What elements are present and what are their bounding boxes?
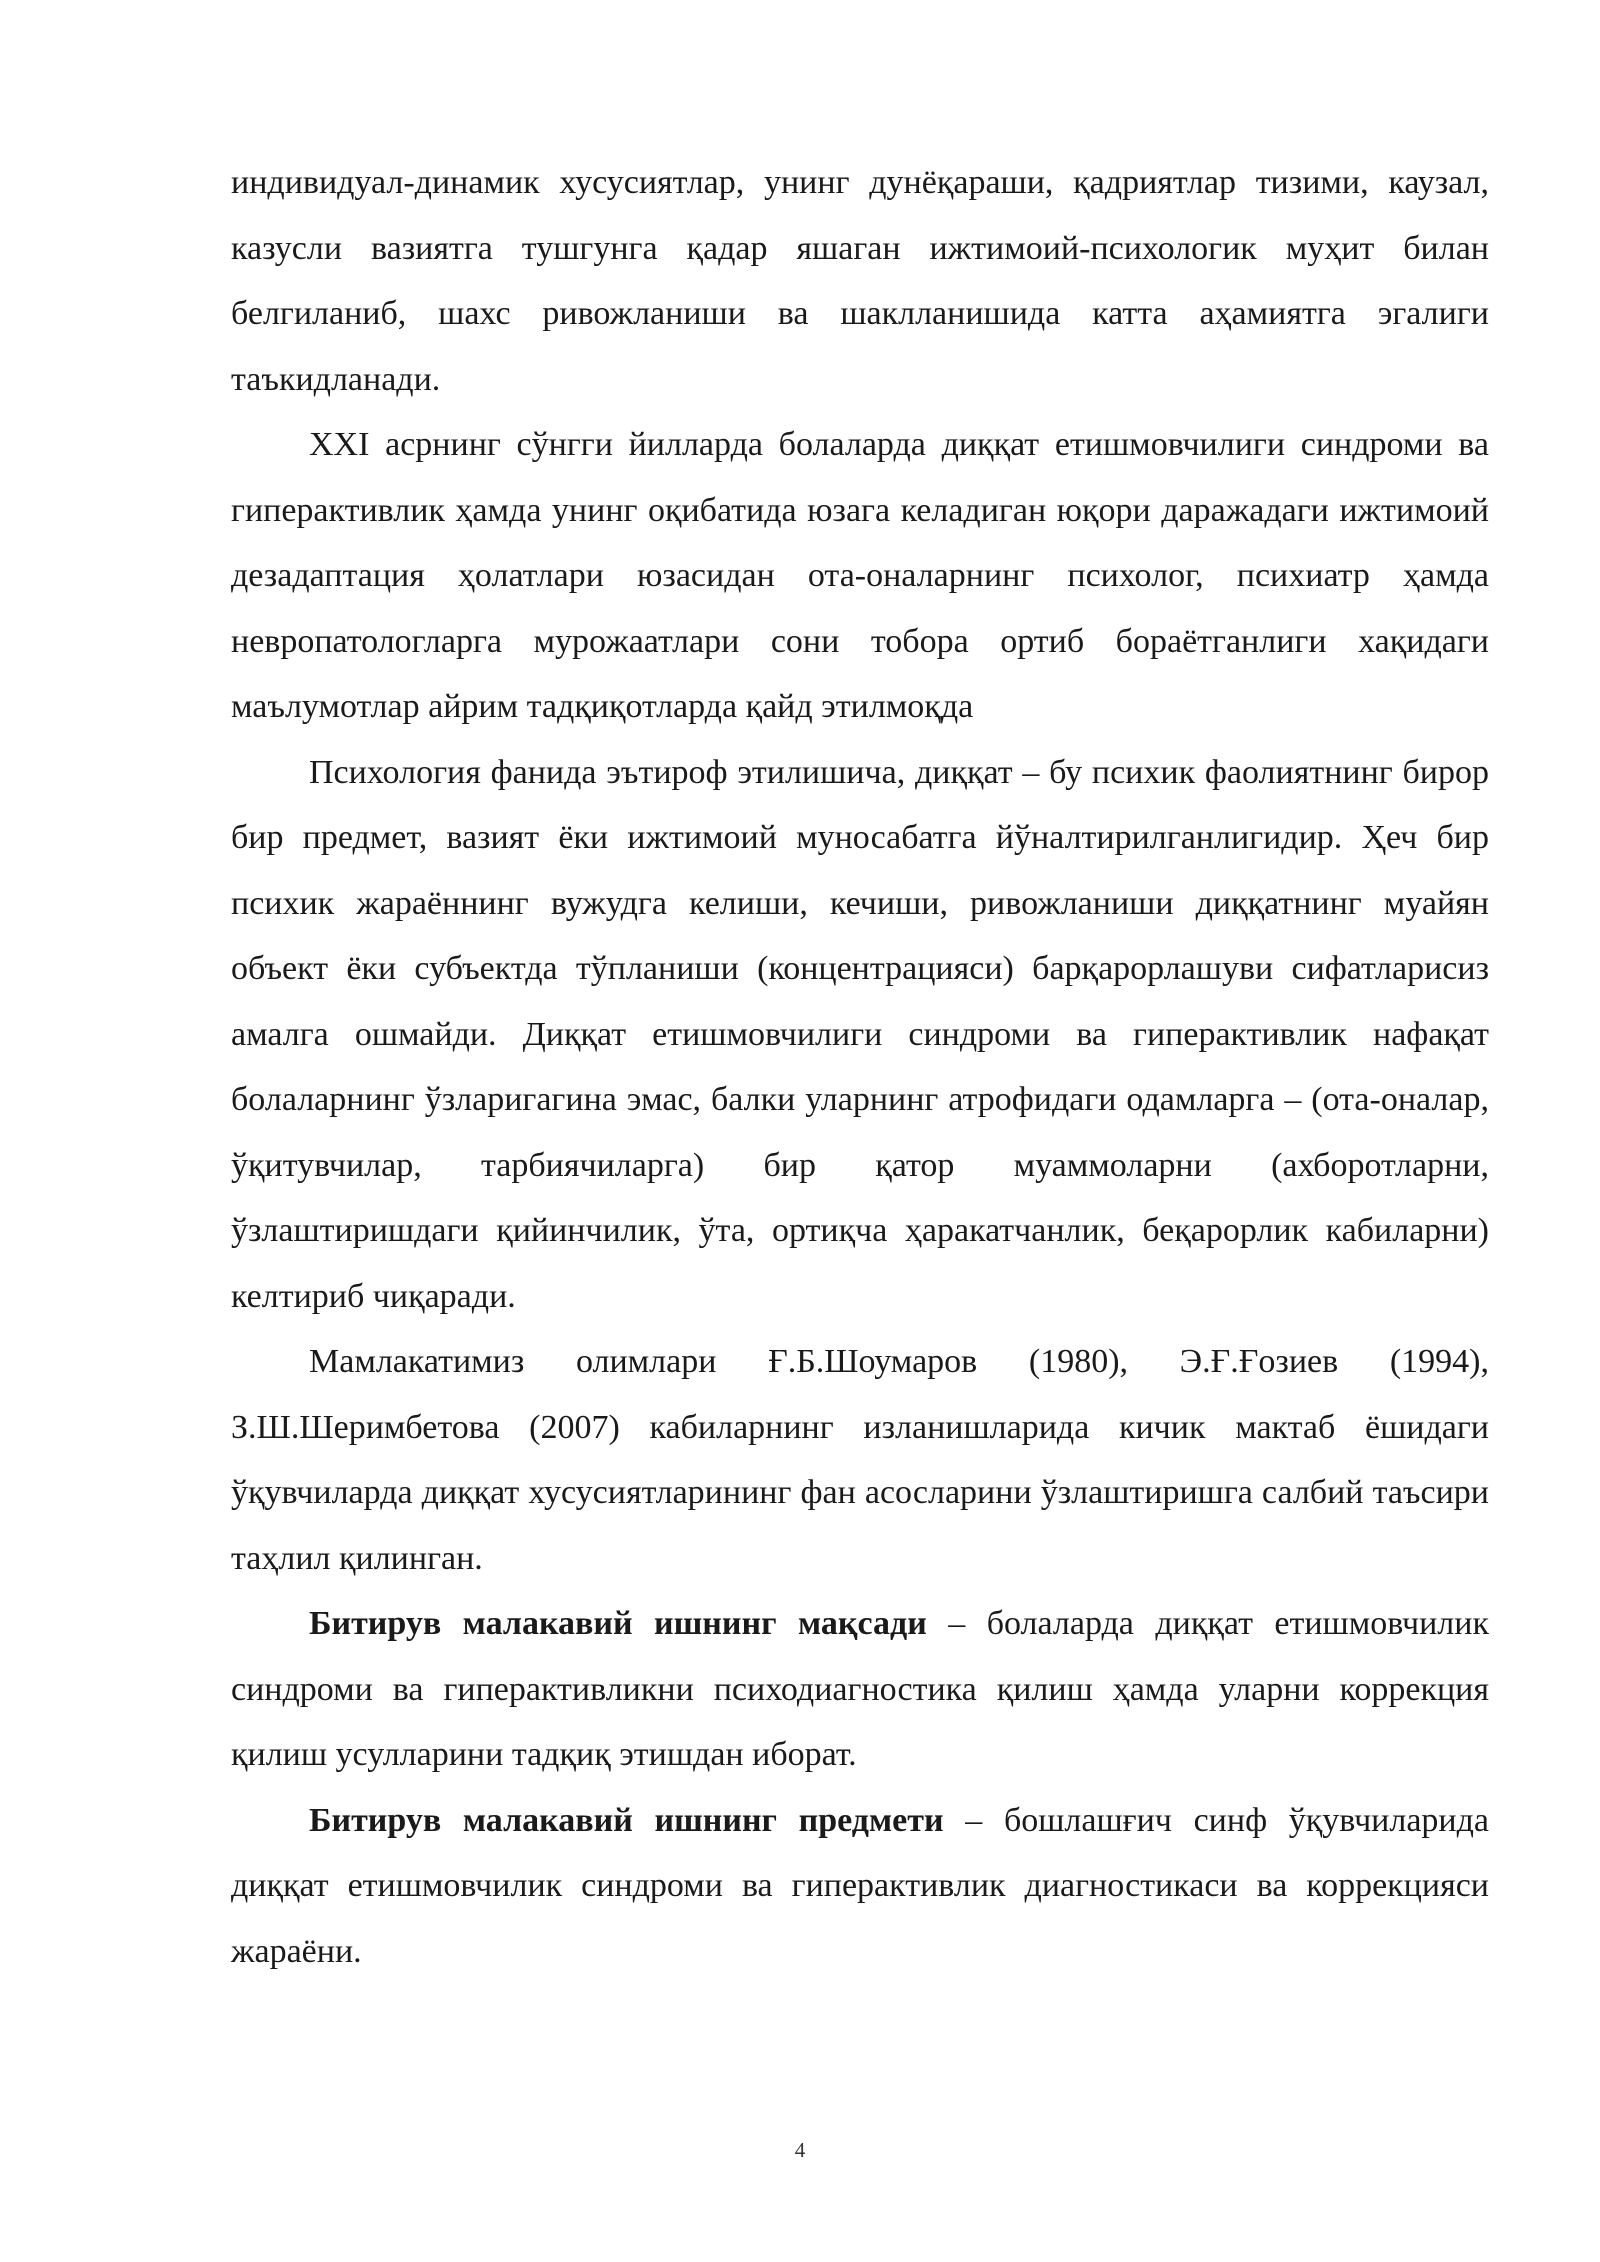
paragraph-national-scholars <box>231 1329 1489 1591</box>
paragraph-text: индивидуал-динамик хусусиятлар, унинг дунёқараши, қадриятлар тизими, каузал, казусли вазиятга тушгунга қадар яшаган ижтимоий-психологик муҳит билан белгиланиб, шахс ривожланиши ва шаклланишида катта аҳамиятга эгалиги таъкидланади. <box>231 164 1489 398</box>
paragraph-attention-definition <box>231 740 1489 1330</box>
paragraph-thesis-goal <box>231 1591 1489 1788</box>
paragraph-adhd-statistics <box>231 412 1489 740</box>
paragraph-continuation <box>231 150 1489 412</box>
document-page <box>231 150 1489 1984</box>
paragraph-heading-bold: Битирув малакавий ишнинг предмети <box>309 1801 944 1839</box>
paragraph-heading-bold: Битирув малакавий ишнинг мақсади <box>309 1605 927 1642</box>
paragraph-text: Мамлакатимиз олимлари Ғ.Б.Шоумаров (1980), Э.Ғ.Ғозиев (1994), З.Ш.Шеримбетова (2007) кабиларнинг изланишларида кичик мактаб ёшидаги ўқувчиларда диққат хусусиятларининг фан асосларини ўзлаштиришга салбий таъсири таҳлил қилинган. <box>231 1343 1489 1577</box>
paragraph-text: – болаларда диққат етишмовчилик синдроми ва гиперактивликни психодиагностика қилиш ҳамда уларни коррекция қилиш усулларини тадқиқ этишдан иборат. <box>231 1605 1489 1773</box>
paragraph-text: XXI асрнинг сўнгги йилларда болаларда диққат етишмовчилиги синдроми ва гиперактивлик ҳамда унинг оқибатида юзага келадиган юқори даражадаги ижтимоий дезадаптация ҳолатлари юзасидан ота-оналарнинг психолог, психиатр ҳамда невропатологларга мурожаатлари сони тобора ортиб бораётганлиги хақидаги маълумотлар айрим тадқиқотларда қайд этилмоқда <box>231 426 1489 725</box>
paragraph-thesis-subject <box>231 1788 1489 1985</box>
page-number: 4 <box>794 2138 806 2162</box>
paragraph-text: Психология фанида эътироф этилишича, диққат – бу психик фаолиятнинг бирор бир предмет, вазият ёки ижтимоий муносабатга йўналтирилганлигидир. Ҳеч бир психик жараённинг вужудга келиши, кечиши, ривожланиши диққатнинг муайян объект ёки субъектда тўпланиши (концентрацияси) барқарорлашуви сифатларисиз амалга ошмайди. Диққат етишмовчилиги синдроми ва гиперактивлик нафақат болаларнинг ўзларигагина эмас, балки уларнинг атрофидаги одамларга – (ота-оналар, ўқитувчилар, тарбиячиларга) бир қатор муаммоларни (ахборотларни, ўзлаштиришдаги қийинчилик, ўта, ортиқча ҳаракатчанлик, беқарорлик кабиларни) келтириб чиқаради. <box>231 753 1489 1315</box>
paragraph-text: – бошлашғич синф ўқувчиларида диққат етишмовчилик синдроми ва гиперактивлик диагностикаси ва коррекцияси жараёни. <box>231 1801 1490 1970</box>
